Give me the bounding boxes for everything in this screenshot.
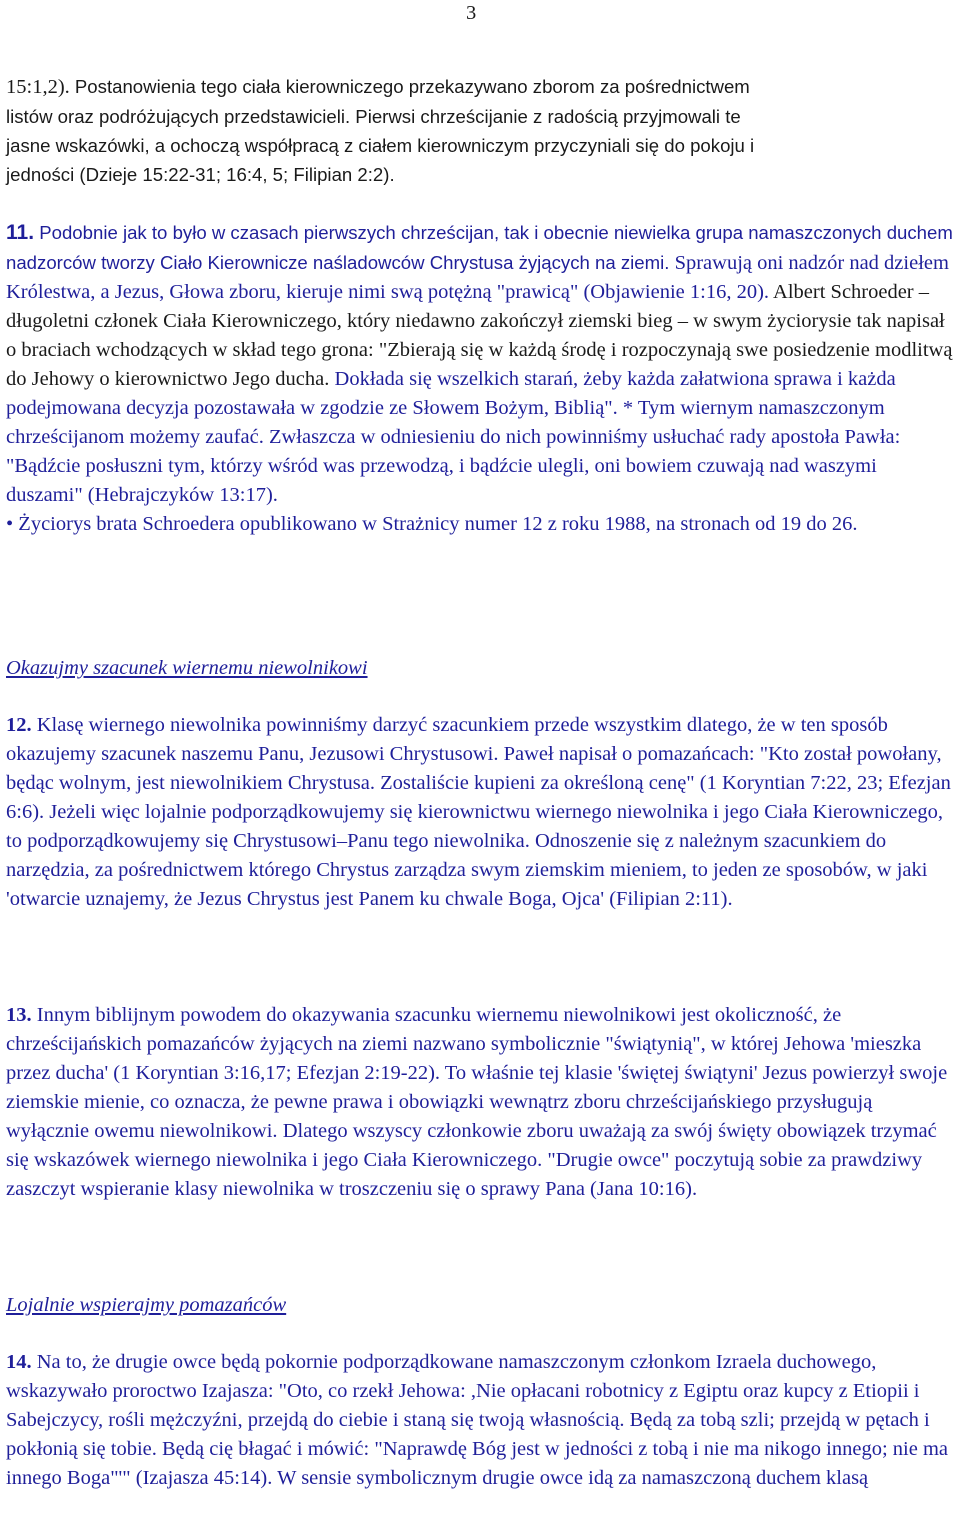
paragraph-number: 11. xyxy=(6,221,35,244)
intro-text: Pierwsi chrześcijanie z radością przyjmowali te xyxy=(350,106,741,127)
paragraph-text: Zwłaszcza w odniesieniu do nich powinniśmy usłuchać rady apostoła Pawła: "Bądźcie posłuszni tym, którzy wśród was przewodzą, i bądźcie ulegli, oni bowiem czuwają nad waszymi duszami" (Hebrajczyków 13:17). xyxy=(6,426,901,506)
paragraph-text: Na to, że drugie owce będą pokornie podporządkowane namaszczonym członkom Izraela duchowego, wskazywało proroctwo Izajasza: "Oto, co rzekł Jehowa: ,Nie opłacani robotnicy z Egiptu oraz kupcy z Etiopii i Sabejczycy, rośli mężczyźni, przejdą do ciebie i staną się twoją własnością. Będą za tobą szli; przejdą w pętach i pokłonią się tobie. Będą cię błagać i mówić: "Naprawdę Bóg jest w jedności z tobą i nie ma nikogo innego; nie ma innego Boga"'" (Izajasza 45:14). xyxy=(6,1351,949,1489)
paragraph-number: 12. xyxy=(6,714,32,736)
paragraph-11 xyxy=(6,218,954,539)
intro-text: listów oraz podróżujących przedstawicieli. xyxy=(6,106,351,127)
paragraph-text: W sensie symbolicznym drugie owce idą za namaszczoną duchem klasą xyxy=(272,1467,869,1489)
paragraph-number: 13. xyxy=(6,1004,32,1026)
paragraph-text: Podobnie jak to było w czasach pierwszych chrześcijan, tak i obecnie niewielka grupa namaszczonych duchem nadzorców tworzy Ciało Kierownicze naśladowców Chrystusa żyjących na ziemi. xyxy=(6,222,953,273)
section-heading: Okazujmy szacunek wiernemu niewolnikowi xyxy=(6,657,368,679)
paragraph-text: Dlatego wszyscy członkowie zboru uważają za swój święty obowiązek trzymać się wskazówek wiernego niewolnika i jego Ciała Kierowniczego. xyxy=(6,1120,937,1171)
paragraph-text: Dokłada się wszelkich starań, żeby każda załatwiona sprawa i każda podejmowana decyzja pozostawała w zgodzie ze Słowem Bożym, Biblią". * Tym wiernym namaszczonym chrześcijanom możemy zaufać. xyxy=(6,368,896,448)
paragraph-number: 14. xyxy=(6,1351,32,1373)
paragraph-text: Klasę wiernego niewolnika powinniśmy darzyć szacunkiem przede wszystkim dlatego, że w ten sposób okazujemy szacunek naszemu Panu, Jezusowi Chrystusowi. xyxy=(6,714,888,765)
intro-text: jedności (Dzieje 15:22-31; 16:4, 5; Filipian 2:2). xyxy=(6,164,395,185)
intro-ref: 15:1,2). xyxy=(6,76,75,98)
paragraph-text: Jeżeli więc lojalnie podporządkowujemy się kierownictwu wiernego niewolnika i jego Ciała Kierowniczego, to podporządkowujemy się Chrystusowi–Panu tego niewolnika. xyxy=(6,801,944,852)
paragraph-text: Sprawują oni nadzór nad dziełem Królestwa, a Jezus, Głowa zboru, kieruje nimi swą potężną "prawicą" (Objawienie 1:16, 20). xyxy=(6,252,949,303)
paragraph-text: To właśnie tej klasie 'świętej świątyni' Jezus powierzył swoje ziemskie mienie, co oznacza, że pewne prawa i obowiązki wewnątrz zboru chrześcijańskiego przysługują wyłącznie owemu niewolnikowi. xyxy=(6,1062,948,1142)
paragraph-text: Odnoszenie się z należnym szacunkiem do narzędzia, za pośrednictwem którego Chrystus zarządza swym ziemskim mieniem, to jeden ze sposobów, w jaki 'otwarcie uznajemy, że Jezus Chrystus jest Panem ku chwale Boga, Ojca' (Filipian 2:11). xyxy=(6,830,928,910)
paragraph-12 xyxy=(6,711,954,914)
paragraph-text: Albert Schroeder – długoletni członek Ciała Kierowniczego, który niedawno zakończył ziemski bieg – w swym życiorysie tak napisał o braciach wchodzących w skład tego grona: "Zbierają się w każdą środę i rozpoczynają swe posiedzenie modlitwą do Jehowy o kierownictwo Jego ducha. xyxy=(6,281,953,390)
paragraph-text: Innym biblijnym powodem do okazywania szacunku wiernemu niewolnikowi jest okoliczność, że chrześcijańskich pomazańców żyjących na ziemi nazwano symbolicznie "świątynią", w której Jehowa 'mieszka przez ducha' (1 Koryntian 3:16,17; Efezjan 2:19-22). xyxy=(6,1004,922,1084)
section-heading: Lojalnie wspierajmy pomazańców xyxy=(6,1294,287,1316)
intro-paragraph xyxy=(6,72,954,189)
paragraph-14 xyxy=(6,1348,954,1493)
page-number: 3 xyxy=(466,2,477,24)
footnote: • Życiorys brata Schroedera opublikowano w Strażnicy numer 12 z roku 1988, na stronach od 19 do 26. xyxy=(6,513,858,535)
intro-text: Postanowienia tego ciała kierowniczego przekazywano zborom za pośrednictwem xyxy=(74,76,750,97)
intro-text: jasne wskazówki, a ochoczą współpracą z ciałem kierowniczym przyczyniali się do pokoju i xyxy=(6,135,755,156)
paragraph-13 xyxy=(6,1001,954,1204)
paragraph-text: Paweł napisał o pomazańcach: "Kto został powołany, będąc wolnym, jest niewolnikiem Chrystusa. Zostaliście kupieni za określoną cenę" (1 Koryntian 7:22, 23; Efezjan 6:6). xyxy=(6,743,951,823)
paragraph-text: "Drugie owce" poczytują sobie za prawdziwy zaszczyt wspieranie klasy niewolnika w troszczeniu się o sprawy Pana (Jana 10:16). xyxy=(6,1149,923,1200)
